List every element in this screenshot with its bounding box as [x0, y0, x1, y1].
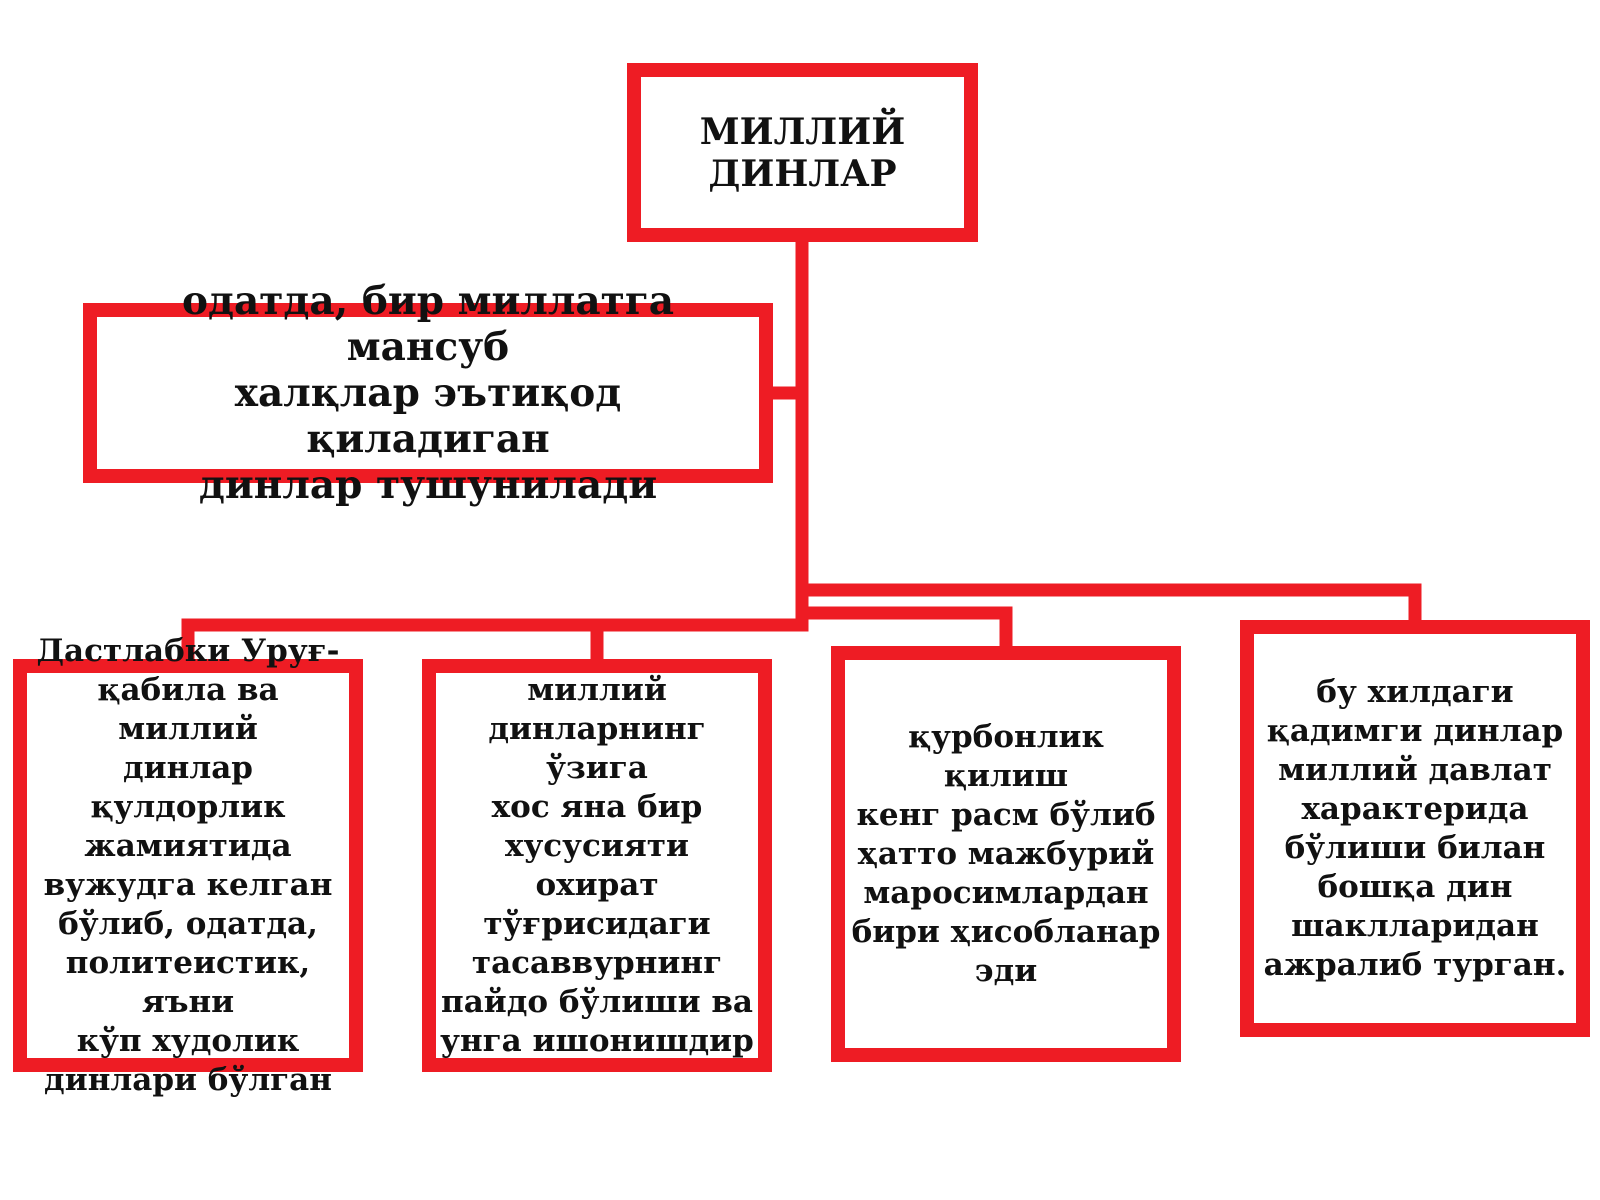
child-node-1 — [13, 632, 363, 1098]
child-node-3-text: қурбонлик қилиш кенг расм бўлиб ҳатто мажбурий маросимлардан бири ҳисобланар эди — [851, 718, 1161, 989]
child-node-4-text: бу хилдаги қадимги динлар миллий давлат характерида бўлиши билан бошқа дин шаклларидан ажралиб турган. — [1263, 673, 1567, 983]
definition-node-text: одатда, бир миллатга мансуб халқлар эътиқод қиладиган динлар тушунилади — [181, 278, 675, 508]
root-node — [627, 63, 978, 242]
child-node-4 — [1240, 620, 1590, 1037]
definition-node — [83, 278, 773, 508]
root-node-text: МИЛЛИЙ ДИНЛАР — [699, 110, 906, 195]
child-node-2-text: миллий динларнинг ўзига хос яна бир хусусияти охират тўғрисидаги тасаввурнинг пайдо бўлиши ва унга ишонишдир — [440, 671, 754, 1059]
child-node-2 — [422, 659, 772, 1072]
child-node-1-text: Дастлабки Уруғ- қабила ва миллий динлар қулдорлик жамиятида вужудга келган бўлиб, одатда, политеистик, яъни кўп худолик динлари бўлган — [36, 632, 340, 1098]
child-node-3 — [831, 646, 1181, 1062]
